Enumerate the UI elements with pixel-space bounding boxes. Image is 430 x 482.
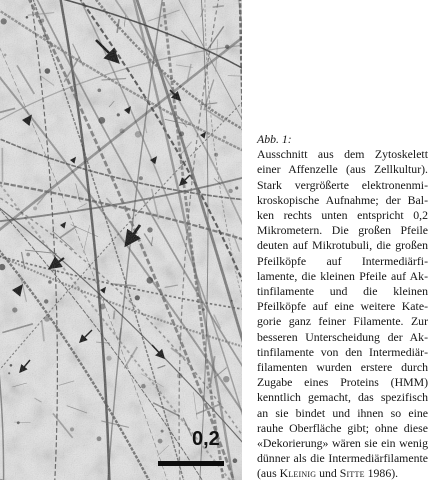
caption-text-and: und: [316, 466, 340, 480]
caption-text-end: 1986).: [365, 466, 398, 480]
caption-label: Abb. 1:: [257, 132, 428, 147]
caption-author-1: Kleinig: [280, 466, 317, 480]
caption-text-main: Ausschnitt aus dem Zytoskelett einer Affenzelle (aus Zellkultur). Stark vergrößerte elektronenmikroskopische Aufnahme; der Balken rechts unten entspricht 0,2 Mikrometern. Die großen Pfeile deuten auf Mikrotubuli, die großen Pfeilköpfe auf Intermediärfilamente, die kleinen Pfeile auf Aktinfilamente und die kleinen Pfeilköpfe auf eine weitere Kategorie ganz feiner Filamente. Zur besseren Unterscheidung der Aktinfilamente von den Intermediärfilamenten wurden erstere durch Zugabe eines Proteins (HMM) kenntlich gemacht, das spezifisch an sie bindet und ihnen so eine rauhe Oberfläche gibt; ohne diese «Dekorierung» wären sie ein wenig dünner als die Intermediärfilamente (aus: [257, 147, 428, 480]
scale-bar: [158, 461, 224, 466]
scale-bar-label: 0,2: [192, 429, 220, 449]
figure-caption: [257, 132, 428, 482]
caption-body: [257, 147, 428, 481]
caption-author-2: Sitte: [340, 466, 365, 480]
